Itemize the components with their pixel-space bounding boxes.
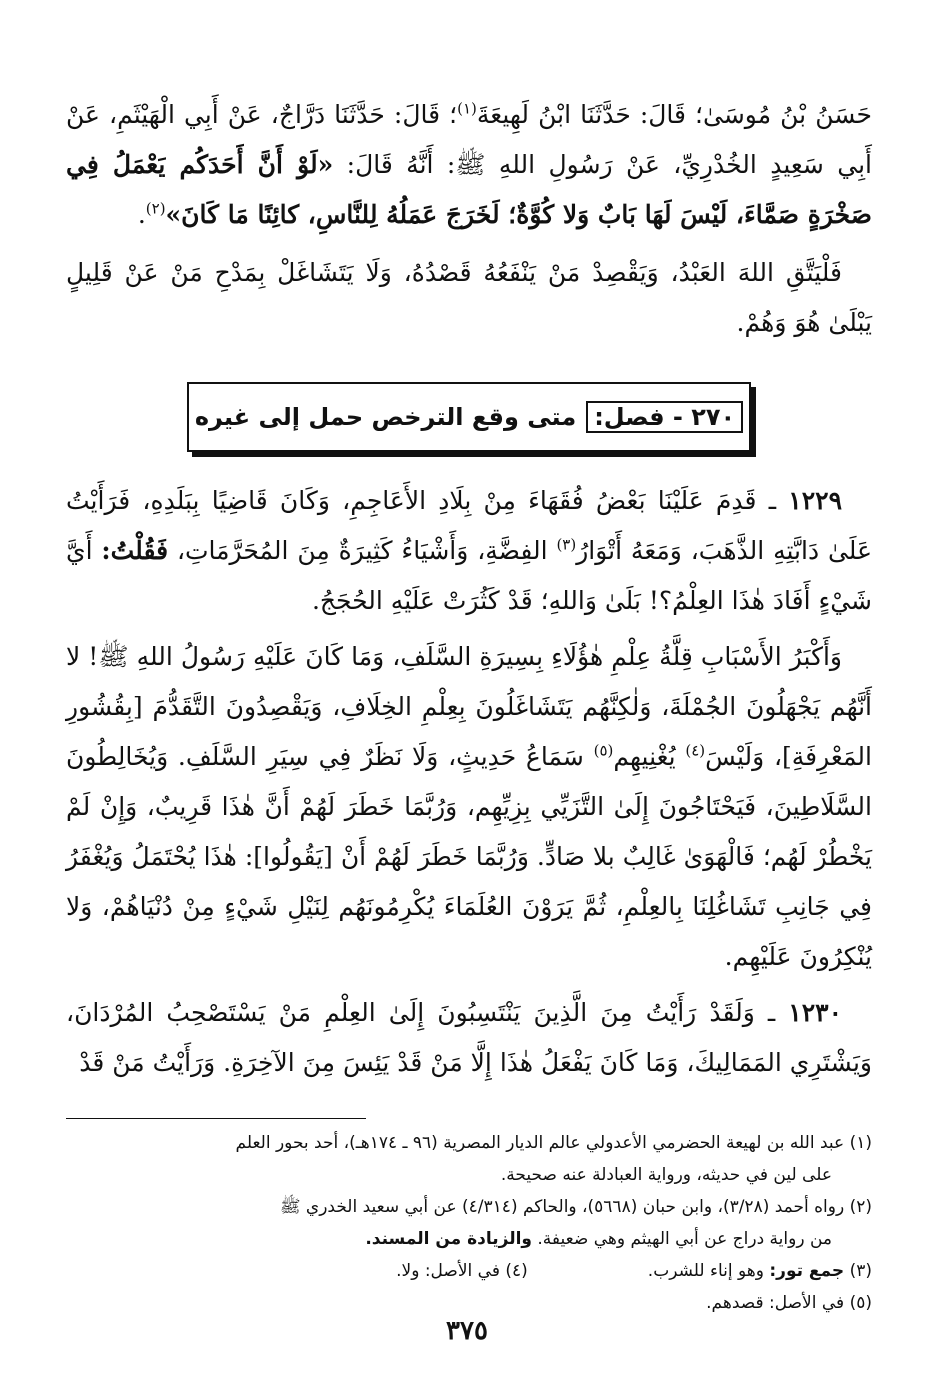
paragraph-1 xyxy=(66,90,872,240)
section-label: ٢٧٠ - فصل: xyxy=(586,401,743,433)
paragraph-2: فَلْيَتَّقِ اللهَ العَبْدُ، وَيَقْصِدْ مَنْ يَنْفَعُهُ قَصْدُهُ، وَلَا يَتَشَاغَلْ بِمَدْحِ مَنْ عَنْ قَلِيلٍ يَبْلَىٰ هُوَ وَهُمْ. xyxy=(66,258,872,337)
para1-end: . xyxy=(137,200,146,229)
footnote-mark-1[interactable]: (١) xyxy=(457,99,477,118)
para1-text-b: ؛ قَالَ: حَدَّثَنَا دَرَّاجٌ، عَنْ أَبِي الْهَيْثَمِ، عَنْ أَبِي سَعِيدٍ الخُدْرِيِّ، عَنْ رَسُولِ اللهِ ﷺ: أَنَّهُ قَالَ: xyxy=(66,100,872,179)
para3-text-a: ـ قَدِمَ عَلَيْنَا بَعْضُ فُقَهَاءَ مِنْ بِلَادِ الأَعَاجِمِ، وَكَانَ قَاضِيًا بِبَلَدِهِ، فَرَأَيْتُ عَلَىٰ دَابَّتِهِ الذَّهَبَ، وَمَعَهُ أَتْوَارُ xyxy=(66,486,872,565)
para4-text-b: يُغْنِيهِم xyxy=(613,742,686,771)
footnotes xyxy=(66,1127,872,1319)
footnote-1-line-2: على لين في حديثه، ورواية العبادلة عنه صحيحة. xyxy=(500,1165,832,1185)
para3-bold: فَقُلْتُ: xyxy=(101,536,169,565)
footnote-3-text: وهو إناء للشرب. xyxy=(647,1261,770,1281)
footnote-mark-4[interactable]: (٤) xyxy=(685,741,706,760)
hadith-quote: «لَوْ أَنَّ أَحَدَكُم يَعْمَلُ فِي صَخْرَةٍ صَمَّاءَ، لَيْسَ لَهَا بَابٌ وَلا كُوَّةٌ؛ لَخَرَجَ عَمَلُهُ لِلنَّاسِ، كائِنًا مَا كَانَ» xyxy=(66,150,872,229)
footnote-mark-5[interactable]: (٥) xyxy=(593,741,614,760)
footnote-2-bold: والزيادة من المسند. xyxy=(365,1229,532,1249)
paragraph-4 xyxy=(66,632,872,982)
footnote-3-4-row xyxy=(66,1255,872,1287)
footnote-2-line-1: (٢) رواه أحمد (٣/٢٨)، وابن حبان (٥٦٦٨)، والحاكم (٤/٣١٤) عن أبي سعيد الخدري ﷺ xyxy=(279,1197,872,1217)
section-heading-box xyxy=(187,382,751,452)
paragraph-1230 xyxy=(66,988,872,1088)
footnote-4: (٤) في الأصل: ولا. xyxy=(396,1261,528,1281)
footnote-3 xyxy=(648,1255,872,1287)
footnote-3-bold: جمع تور: xyxy=(769,1261,845,1281)
footnote-2-line-2 xyxy=(365,1229,872,1249)
footnote-2-text: من رواية دراج عن أبي الهيثم وهي ضعيفة. xyxy=(532,1229,832,1249)
para4-text-c: سَمَاعُ حَدِيثٍ، وَلَا نَظَرٌ فِي سِيَرِ السَّلَفِ. وَيُخَالِطُونَ السَّلَاطِينَ، فَيَحْتَاجُونَ إِلَىٰ التَّزَيِّي بِزِيِّهِم، وَرُبَّمَا خَطَرَ لَهُمْ أَنَّ هٰذَا قَرِيبٌ، وَإِنْ لَمْ يَخْطُرْ لَهُم؛ فَالْهَوَىٰ غَالِبٌ بلا صَادٍّ. وَرُبَّمَا خَطَرَ لَهُمْ أَنْ [يَقُولُوا]: هٰذَا يُحْتَمَلُ وَيُغْفَرُ فِي جَانِبِ تَشَاغُلِنَا بِالعِلْمِ، ثُمَّ يَرَوْنَ العُلَمَاءَ يُكْرِمُونَهُم لِنَيْلِ شَيْءٍ مِنْ دُنْيَاهُمْ، وَلا يُنْكِرُونَ عَلَيْهِم. xyxy=(66,742,872,971)
paragraph-number-1229: ١٢٢٩ xyxy=(788,486,842,515)
footnote-5: (٥) في الأصل: قصدهم. xyxy=(706,1293,872,1313)
page-number: ٣٧٥ xyxy=(446,1316,488,1346)
para3-text-c: أَيَّ شَيْءٍ أَفَادَ هٰذَا العِلْمُ؟! بَلَىٰ وَاللهِ؛ قَدْ كَثُرَتْ عَلَيْهِ الحُجَجُ. xyxy=(66,536,872,615)
footnote-mark-3[interactable]: (٣) xyxy=(556,535,577,554)
footnote-separator xyxy=(66,1118,366,1119)
para3-text-b: الفِضَّةِ، وَأَشْيَاءُ كَثِيرَةٌ مِنَ المُحَرَّمَاتِ، xyxy=(168,536,557,565)
paragraph-1229 xyxy=(66,476,872,626)
page-body xyxy=(66,90,872,1319)
footnote-1-line-1: (١) عبد الله بن لهيعة الحضرمي الأعدولي عالم الديار المصرية (٩٦ ـ ١٧٤هـ)، أحد بحور العلم xyxy=(235,1133,872,1153)
footnote-mark-2[interactable]: (٢) xyxy=(145,199,166,218)
paragraph-number-1230: ١٢٣٠ xyxy=(788,998,842,1027)
para5-text: ـ وَلَقَدْ رَأَيْتُ مِنَ الَّذِينَ يَنْتَسِبُونَ إِلَىٰ العِلْمِ مَنْ يَسْتَصْحِبُ المُرْدَانَ، وَيَشْتَرِي المَمَالِيكَ، وَمَا كَانَ يَفْعَلُ هٰذَا إِلَّا مَنْ قَدْ يَئِسَ مِنَ الآخِرَةِ. وَرَأَيْتُ مَنْ قَدْ xyxy=(66,998,872,1077)
para1-text-a: حَسَنُ بْنُ مُوسَىٰ؛ قَالَ: حَدَّثَنَا ابْنُ لَهِيعَةَ xyxy=(476,100,872,129)
footnote-3-prefix: (٣) xyxy=(844,1261,872,1281)
para4-text-a: وَأَكْبَرُ الأَسْبَابِ قِلَّةُ عِلْمِ هٰؤُلَاءِ بِسِيرَةِ السَّلَفِ، وَمَا كَانَ عَلَيْهِ رَسُولُ اللهِ ﷺ! لا أَنَّهُم يَجْهَلُونَ الجُمْلَةَ، وَلٰكِنَّهُم يَتَشَاغَلُونَ بِعِلْمِ الخِلَافِ، وَيَقْصِدُونَ التَّقَدُّمَ [بِقُشُورِ المَعْرِفَةِ]، وَلَيْسَ xyxy=(66,642,872,771)
section-title: متى وقع الترخص حمل إلى غيره xyxy=(194,403,577,431)
